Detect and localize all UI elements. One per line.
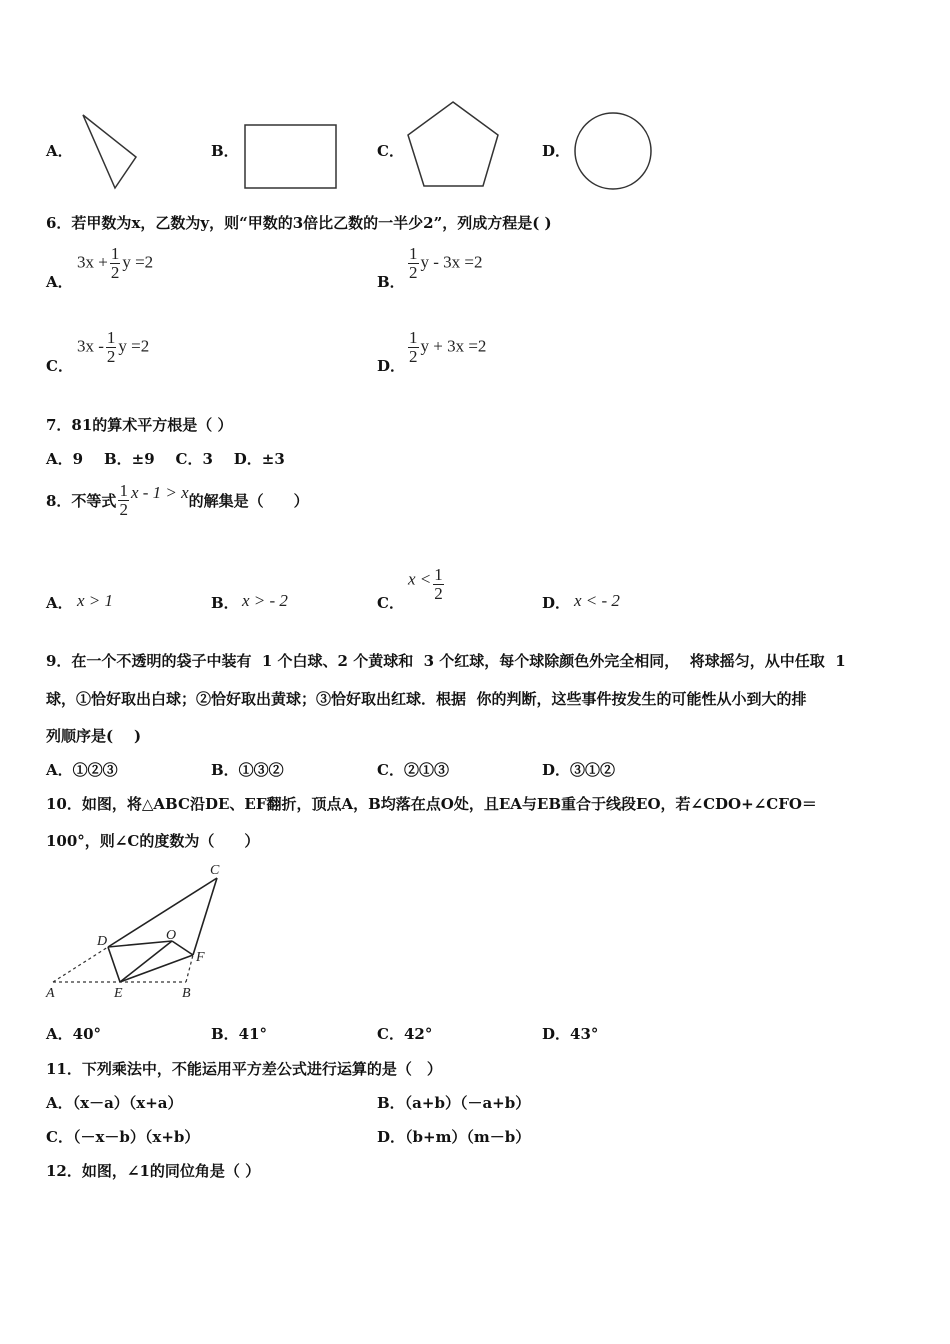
q6-option-c-label: C． [46,357,73,375]
q8-option-c-expr: x < $\frac{1}{2}$ [408,565,443,603]
q10-triangle-figure [40,855,240,1005]
q10-label-c: C [210,863,220,878]
q9-option-a: A．①②③ [46,761,118,779]
q8-option-c-label: C． [377,594,404,612]
q9-option-c: C．②①③ [377,761,449,779]
q7-options: A．9 B．±9 C．3 D．±3 [46,450,285,468]
q5-circle-shape [572,110,654,192]
q6-option-d-expr: $\frac{1}{2}$ y + 3x =2 [409,328,487,366]
q8-option-d-label: D． [542,594,571,612]
q10-label-a: A [46,986,55,1001]
q11-option-b: B．（a+b）（－a+b） [377,1094,531,1112]
q10-label-b: B [182,986,191,1001]
q8-option-a-label: A． [46,594,73,612]
q9-option-d: D．③①② [542,761,616,779]
q9-stem-line1: 9．在一个不透明的袋子中装有 1 个白球、2 个黄球和 3 个红球，每个球除颜色外完全相同， 将球摇匀，从中任取 1 [46,652,846,670]
q6-option-a-label: A． [46,273,73,291]
q10-option-b: B．41° [211,1025,268,1043]
q5-option-a-label: A． [46,142,73,160]
q6-stem: 6．若甲数为x，乙数为y，则“甲数的3倍比乙数的一半少2”，列成方程是( ) [46,214,552,232]
q10-label-f: F [196,950,205,965]
q11-option-a: A．（x－a）（x+a） [46,1094,183,1112]
q8-option-d-expr: x < - 2 [574,591,620,610]
q5-pentagon-shape [405,100,501,190]
q6-option-b-label: B． [377,273,405,291]
q10-stem-line1: 10．如图，将△ABC沿DE、EF翻折，顶点A，B均落在点O处，且EA与EB重合于线段EO，若∠CDO+∠CFO＝ [46,795,817,813]
q9-stem-line3: 列顺序是( ) [46,727,142,745]
q9-option-b: B．①③② [211,761,284,779]
q11-option-c: C．（－x－b）（x+b） [46,1128,200,1146]
q5-rectangle-shape [244,124,338,190]
q10-option-c: C．42° [377,1025,433,1043]
q8-option-a-expr: x > 1 [77,591,114,610]
q9-stem-line2: 球，①恰好取出白球；②恰好取出黄球；③恰好取出红球．根据 你的判断，这些事件按发生的可能性从小到大的排 [46,690,807,708]
q6-option-b-expr: $\frac{1}{2}$ y - 3x =2 [409,244,483,282]
q6-option-d-label: D． [377,357,406,375]
q8-option-b-expr: x > - 2 [242,591,288,610]
q10-option-d: D．43° [542,1025,599,1043]
q8-stem: 8．不等式 $\frac{1}{2}$ x - 1 > x的解集是（ ） [46,481,309,519]
q5-option-c-label: C． [377,142,404,160]
q5-option-b-label: B． [211,142,239,160]
q11-option-d: D．（b+m）（m－b） [377,1128,531,1146]
q11-stem: 11．下列乘法中，不能运用平方差公式进行运算的是（ ） [46,1060,442,1078]
q5-triangle-shape [80,112,140,192]
q10-label-e: E [114,986,123,1001]
q7-stem: 7．81的算术平方根是（ ） [46,416,233,434]
q10-label-o: O [166,928,177,943]
q10-label-d: D [97,934,108,949]
q5-option-d-label: D． [542,142,571,160]
q8-option-b-label: B． [211,594,239,612]
q6-option-c-expr: 3x - $\frac{1}{2}$ y =2 [77,328,150,366]
q10-stem-line2: 100°，则∠C的度数为（ ） [46,832,260,850]
q10-option-a: A．40° [46,1025,102,1043]
q12-stem: 12．如图，∠1的同位角是（ ） [46,1162,261,1180]
q6-option-a-expr: 3x + $\frac{1}{2}$ y =2 [77,244,154,282]
